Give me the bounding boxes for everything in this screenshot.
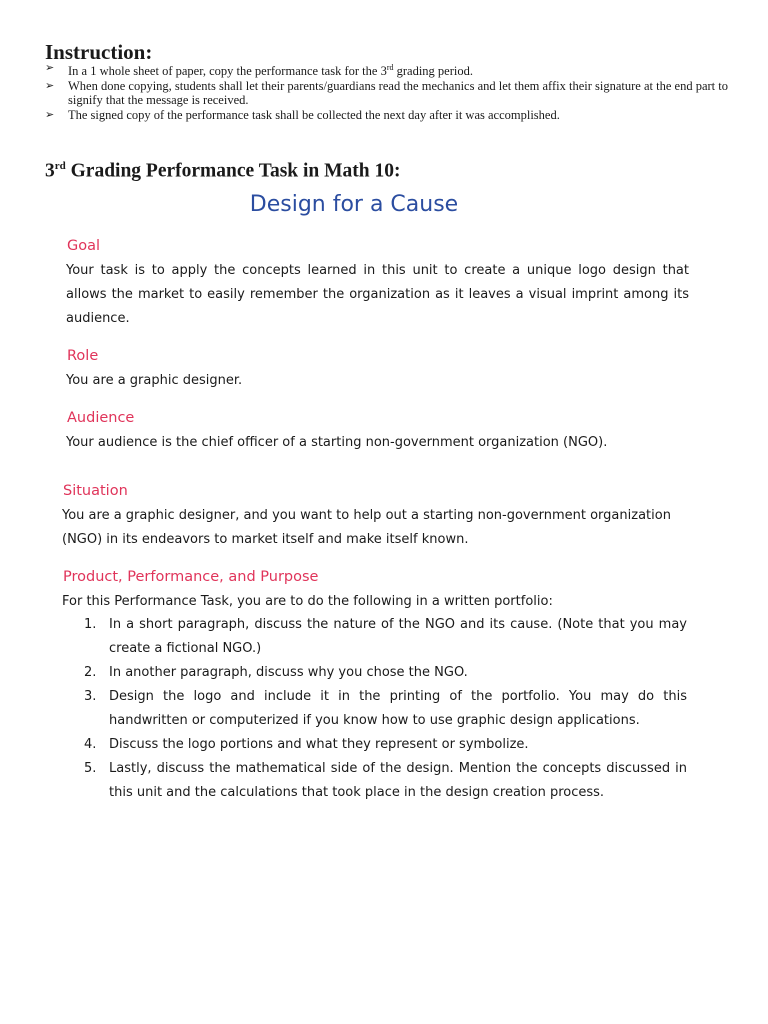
list-item (75, 661, 687, 685)
instruction-item (45, 108, 735, 123)
arrow-bullet-icon: ➢ (45, 79, 55, 92)
instruction-text: grading period. (393, 64, 473, 79)
list-item-text: Lastly, discuss the mathematical side of the design. Mention the concepts discussed in this unit and the calculations that took place in the design creation process. (109, 761, 687, 800)
section-heading-role: Role (67, 348, 99, 364)
list-item-text: Discuss the logo portions and what they represent or symbolize. (109, 737, 529, 752)
task-heading (45, 160, 401, 183)
section-text-role: You are a graphic designer. (66, 373, 243, 388)
page-title: Design for a Cause (249, 192, 459, 217)
section-text-situation: You are a graphic designer, and you want to help out a starting non-government organization (NGO) in its endeavors to market itself and make itself known. (62, 508, 671, 547)
list-item-text: In another paragraph, discuss why you chose the NGO. (109, 665, 468, 680)
instruction-item (45, 79, 735, 108)
instruction-text: In a 1 whole sheet of paper, copy the performance task for the 3 (68, 64, 387, 79)
list-item (75, 757, 687, 805)
section-intro-ppp: For this Performance Task, you are to do the following in a written portfolio: (62, 594, 553, 609)
section-text-audience: Your audience is the chief officer of a starting non-government organization (NGO). (66, 435, 608, 450)
section-heading-audience: Audience (67, 410, 135, 426)
ordinal-suffix: rd (386, 63, 394, 72)
arrow-bullet-icon: ➢ (45, 62, 55, 74)
list-item-text: Design the logo and include it in the printing of the portfolio. You may do this handwritten or computerized if you know how to use graphic design applications. (109, 689, 687, 728)
section-text-goal: Your task is to apply the concepts learned in this unit to create a unique logo design that allows the market to easily remember the organization as it leaves a visual imprint among its audience. (66, 263, 689, 326)
list-number: 3. (84, 689, 97, 704)
list-number: 2. (84, 665, 97, 680)
list-number: 4. (84, 737, 97, 752)
task-list (75, 613, 687, 805)
task-heading-number: 3 (45, 160, 55, 182)
section-heading-product-performance-purpose: Product, Performance, and Purpose (63, 569, 319, 585)
instruction-list (45, 61, 735, 122)
list-number: 5. (84, 761, 97, 776)
list-item (75, 733, 687, 757)
list-number: 1. (84, 617, 97, 632)
instruction-text: When done copying, students shall let their parents/guardians read the mechanics and let them affix their signature at the end part to signify that the message is received. (68, 78, 728, 108)
arrow-bullet-icon: ➢ (45, 108, 55, 121)
section-heading-goal: Goal (67, 238, 101, 254)
instruction-text: The signed copy of the performance task shall be collected the next day after it was accomplished. (68, 107, 560, 122)
task-heading-text: Grading Performance Task in Math 10: (65, 160, 401, 182)
ordinal-suffix: rd (54, 160, 66, 172)
instruction-item (45, 61, 735, 79)
list-item (75, 685, 687, 733)
list-item-text: In a short paragraph, discuss the nature of the NGO and its cause. (Note that you may create a fictional NGO.) (109, 617, 687, 656)
section-heading-situation: Situation (63, 483, 128, 499)
list-item (75, 613, 687, 661)
instruction-heading: Instruction: (45, 40, 153, 64)
